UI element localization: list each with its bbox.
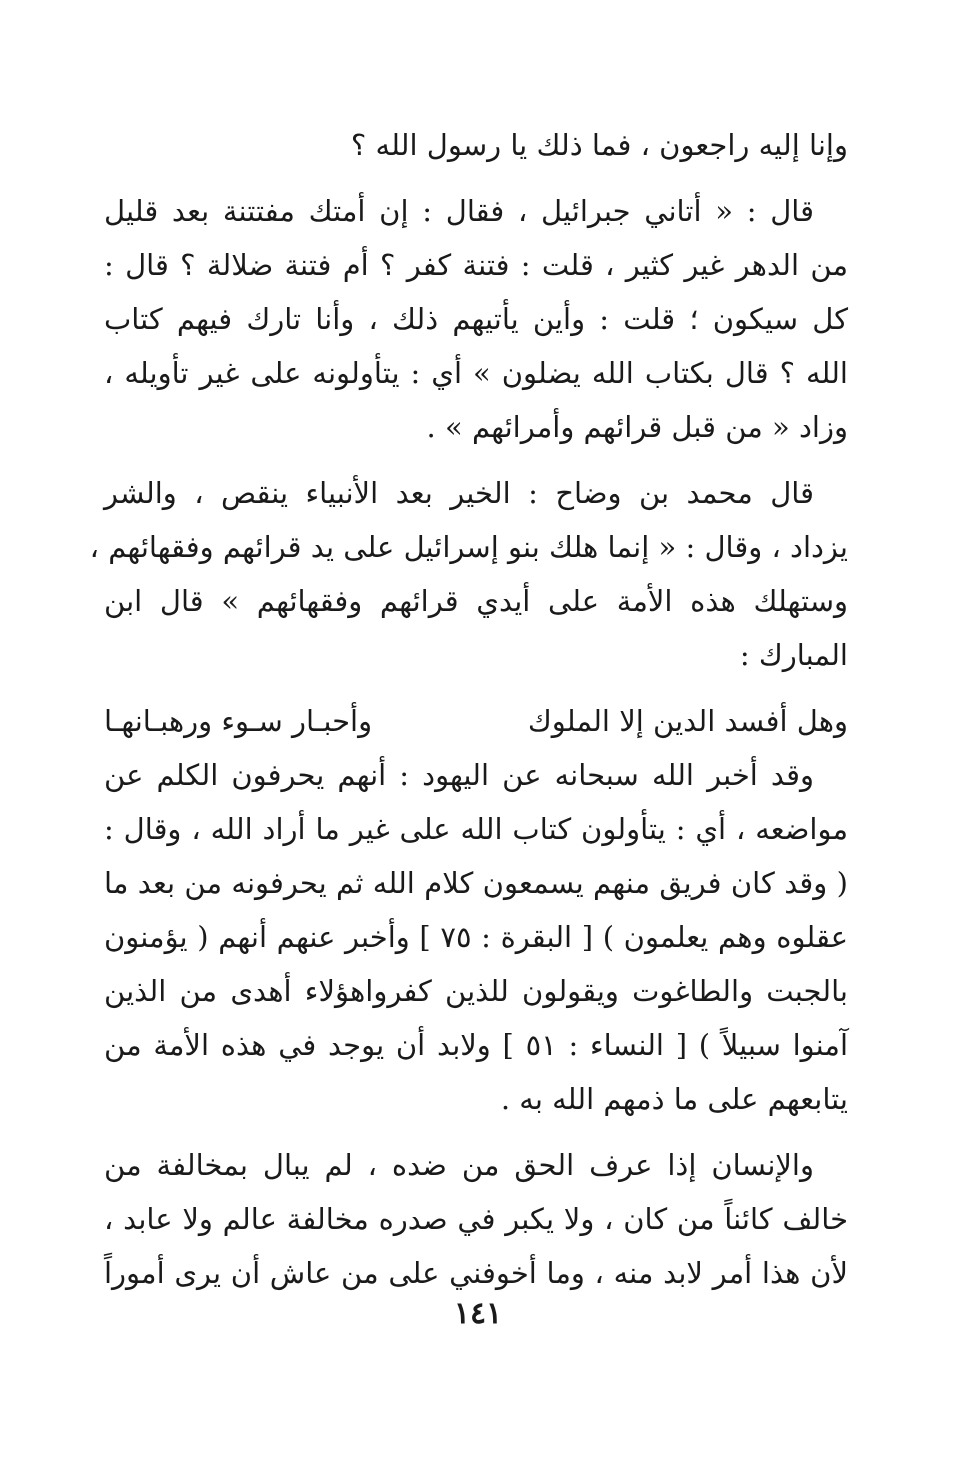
- text-line: يتابعهم على ما ذمهم الله به .: [500, 1082, 848, 1116]
- text-line: وإنا إليه راجعون ، فما ذلك يا رسول الله ؟: [350, 128, 848, 162]
- text-line: قال محمد بن وضاح : الخير بعد الأنبياء ينقص ، والشر: [104, 476, 814, 510]
- text-line: ( وقد كان فريق منهم يسمعون كلام الله ثم يحرفونه من بعد ما: [104, 866, 848, 900]
- text-line: قال : « أتاني جبرائيل ، فقال : إن أمتك مفتتنة بعد قليل: [104, 194, 814, 228]
- verse-second-hemistich: وأحبـار سـوء ورهبـانهـا: [104, 704, 373, 738]
- poetry-verse: [104, 694, 848, 748]
- text-line: خالف كائناً من كان ، ولا يكبر في صدره مخالفة عالم ولا عابد ،: [104, 1202, 848, 1236]
- verse-first-hemistich: وهل أفسد الدين إلا الملوك: [527, 704, 848, 738]
- text-line: المبارك :: [739, 638, 848, 672]
- text-line: وستهلك هذه الأمة على أيدي قرائهم وفقهائهم » قال ابن: [104, 584, 848, 618]
- paragraph: [104, 748, 848, 1126]
- text-line: بالجبت والطاغوت ويقولون للذين كفرواهؤلاء أهدى من الذين: [104, 974, 848, 1008]
- page-body: [89, 118, 849, 1300]
- paragraph: [89, 466, 848, 682]
- text-line: مواضعه ، أي : يتأولون كتاب الله على غير ما أراد الله ، وقال :: [104, 812, 848, 846]
- text-line: وقد أخبر الله سبحانه عن اليهود : أنهم يحرفون الكلم عن: [104, 758, 814, 792]
- text-line: الله ؟ قال بكتاب الله يضلون » أي : يتأولونه على غير تأويله ،: [104, 356, 848, 390]
- paragraph: [104, 118, 848, 172]
- text-line: لأن هذا أمر لابد منه ، وما أخوفني على من عاش أن يرى أموراً: [104, 1256, 848, 1290]
- text-line: يزداد ، وقال : « إنما هلك بنو إسرائيل على يد قرائهم وفقهائهم ،: [89, 530, 848, 564]
- text-line: آمنوا سبيلاً ) [ النساء : ٥١ ] ولابد أن يوجد في هذه الأمة من: [104, 1028, 849, 1062]
- text-line: عقلوه وهم يعلمون ) [ البقرة : ٧٥ ] وأخبر عنهم أنهم ( يؤمنون: [104, 920, 848, 954]
- text-line: كل سيكون ؛ قلت : وأين يأتيهم ذلك ، وأنا تارك فيهم كتاب: [104, 302, 848, 336]
- paragraph: [104, 184, 848, 454]
- text-line: وزاد « من قبل قرائهم وأمرائهم » .: [426, 410, 848, 444]
- paragraph: [104, 1138, 848, 1300]
- text-line: من الدهر غير كثير ، قلت : فتنة كفر ؟ أم فتنة ضلالة ؟ قال :: [104, 248, 848, 282]
- text-line: والإنسان إذا عرف الحق من ضده ، لم يبال بمخالفة من: [104, 1148, 814, 1182]
- page-number: ١٤١: [453, 1296, 503, 1331]
